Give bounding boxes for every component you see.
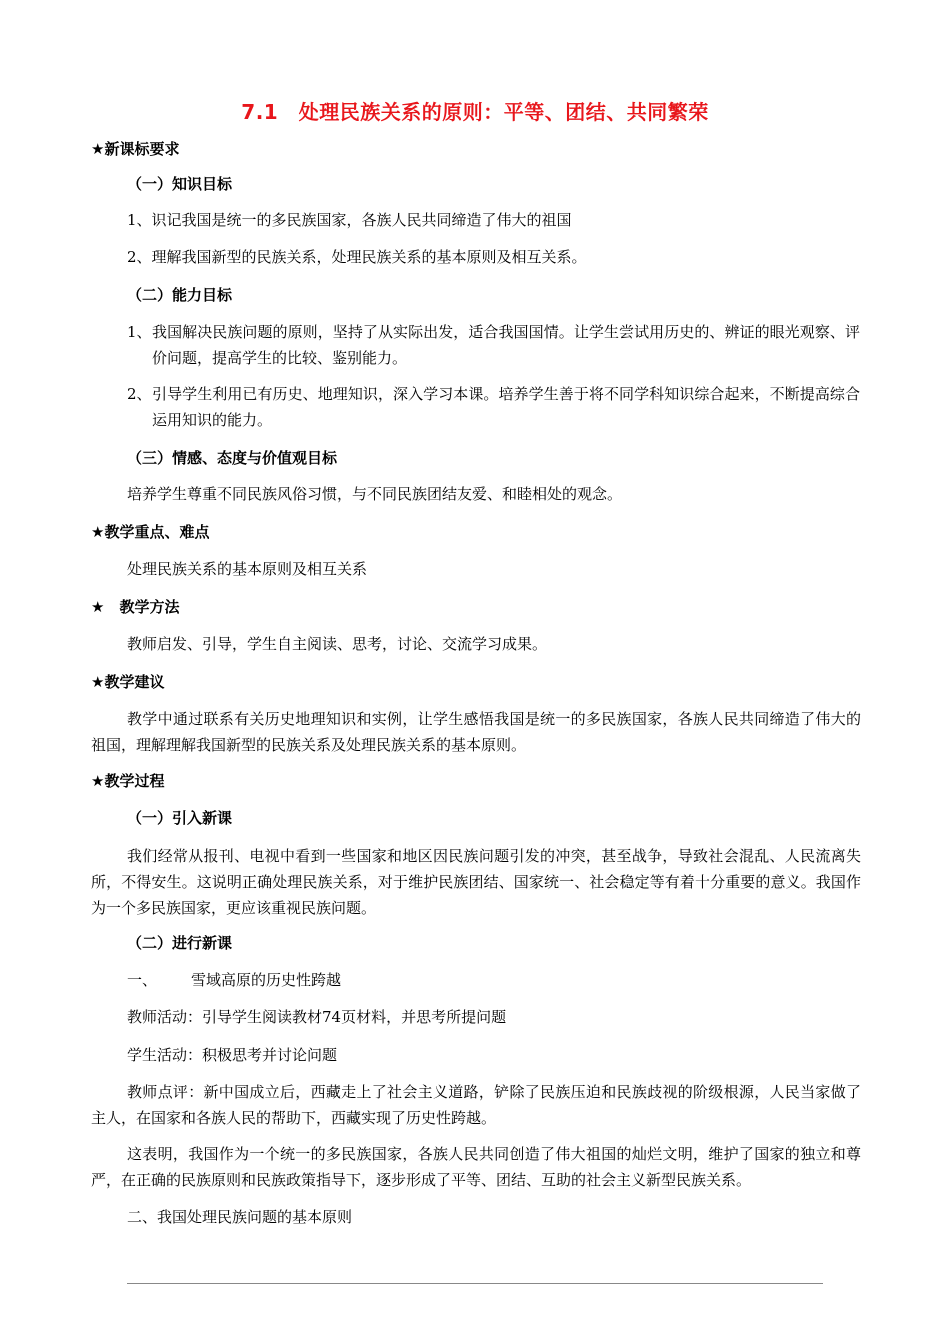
intro-text: 我们经常从报刊、电视中看到一些国家和地区因民族问题引发的冲突，甚至战争，导致社会混乱、人民流离失所，不得安生。这说明正确处理民族关系，对于维护民族团结、国家统一、社会稳定等有着十分重要的意义。我国作为一个多民族国家，更应该重视民族问题。 <box>91 847 861 917</box>
subheading-emotion-goal: （三）情感、态度与价值观目标 <box>127 449 338 467</box>
subheading-intro: （一）引入新课 <box>127 809 233 827</box>
knowledge-item-2: 2、理解我国新型的民族关系，处理民族关系的基本原则及相互关系。 <box>127 248 587 266</box>
page-title: 7.1 处理民族关系的原则：平等、团结、共同繁荣 <box>241 100 709 124</box>
student-activity: 学生活动：积极思考并讨论问题 <box>127 1046 338 1064</box>
subheading-ability-goal: （二）能力目标 <box>127 286 233 304</box>
heading-method: ★ 教学方法 <box>91 598 180 616</box>
heading-suggestion: ★教学建议 <box>91 673 165 691</box>
heading-key-points: ★教学重点、难点 <box>91 523 210 541</box>
part-1-number: 一、 <box>127 971 158 989</box>
key-points-text: 处理民族关系的基本原则及相互关系 <box>127 560 368 578</box>
teacher-comment: 教师点评：新中国成立后，西藏走上了社会主义道路，铲除了民族压迫和民族歧视的阶级根源，人民当家做了主人，在国家和各族人民的帮助下，西藏实现了历史性跨越。 <box>91 1083 861 1127</box>
heading-new-standard: ★新课标要求 <box>91 140 180 158</box>
method-text: 教师启发、引导，学生自主阅读、思考，讨论、交流学习成果。 <box>127 635 548 653</box>
ability-item-1-number: 1、 <box>127 323 152 341</box>
ability-item-2-number: 2、 <box>127 385 152 403</box>
footer-divider <box>127 1283 823 1284</box>
suggestion-text: 教学中通过联系有关历史地理知识和实例，让学生感悟我国是统一的多民族国家，各族人民共同缔造了伟大的祖国，理解理解我国新型的民族关系及处理民族关系的基本原则。 <box>91 710 861 754</box>
part-1-title: 雪域高原的历史性跨越 <box>191 971 342 989</box>
part-2-title: 二、我国处理民族问题的基本原则 <box>127 1208 353 1226</box>
conclusion-text: 这表明，我国作为一个统一的多民族国家，各族人民共同创造了伟大祖国的灿烂文明，维护了国家的独立和尊严，在正确的民族原则和民族政策指导下，逐步形成了平等、团结、互助的社会主义新型民族关系。 <box>91 1145 861 1189</box>
ability-item-2-text: 引导学生利用已有历史、地理知识，深入学习本课。培养学生善于将不同学科知识综合起来，不断提高综合运用知识的能力。 <box>152 385 860 429</box>
subheading-new-lesson: （二）进行新课 <box>127 934 233 952</box>
knowledge-item-1: 1、识记我国是统一的多民族国家，各族人民共同缔造了伟大的祖国 <box>127 211 572 229</box>
emotion-text: 培养学生尊重不同民族风俗习惯，与不同民族团结友爱、和睦相处的观念。 <box>127 485 623 503</box>
ability-item-1-text: 我国解决民族问题的原则，坚持了从实际出发，适合我国国情。让学生尝试用历史的、辨证的眼光观察、评价问题，提高学生的比较、鉴别能力。 <box>152 323 860 367</box>
teacher-activity: 教师活动：引导学生阅读教材74页材料，并思考所提问题 <box>127 1008 507 1026</box>
subheading-knowledge-goal: （一）知识目标 <box>127 175 233 193</box>
heading-process: ★教学过程 <box>91 772 165 790</box>
